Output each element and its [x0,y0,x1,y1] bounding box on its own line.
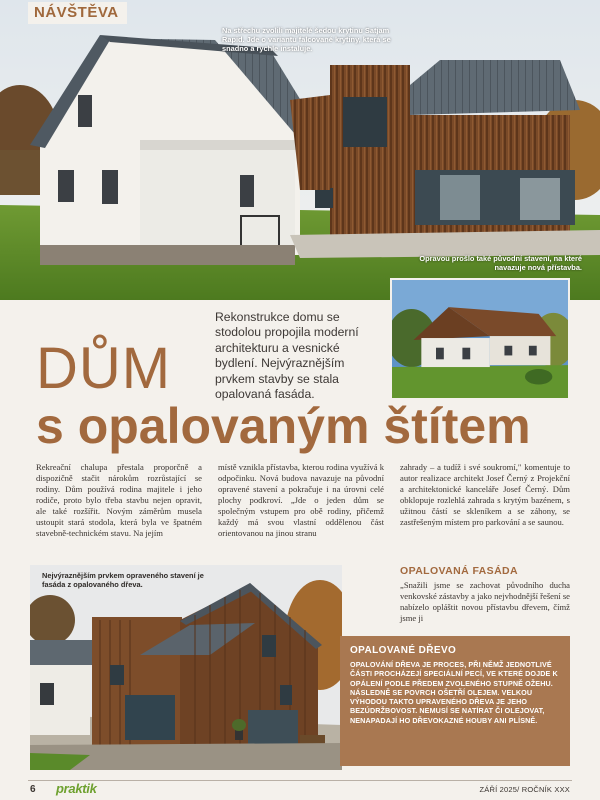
body-column-3-continued [400,580,570,624]
body-column-3 [400,462,570,528]
infobox-text: OPALOVÁNÍ DŘEVA JE PROCES, PŘI NĚMŽ JEDNOTLIVÉ ČÁSTI PROCHÁZEJÍ SPECIÁLNÍ PECÍ, VE KTERÉ DOJDE K OPÁLENÍ PODLE PŘEDEM ZVOLENÉHO STUPNĚ OŽEHU. NÁSLEDNĚ SE POVRCH OŠETŘÍ OLEJEM. VELKOU VÝHODOU TAKTO UPRAVENÉHO DŘEVA JE JEHO BEZÚDRŽBOVOST. NEMUSÍ SE NATÍRAT ČI OLEJOVAT, NENAPADAJÍ HO DŘEVOKAZNÉ HOUBY ANI PLÍSNĚ. [350,660,558,725]
body-paragraph-1: Rekreační chalupa přestala proporčně a dispozičně stačit nárokům rozrůstající se rodiny. Dům používá rodina majitele i jeho rodiče, proto bylo třeba stavbu nejen opravit, ale také rozšířit. Novým záměrům musela ustoupit stará stodola, která byla ve špatném stavebně-technickém stavu. Na jejím [36,462,202,538]
facade-subheading: OPALOVANÁ FASÁDA [400,565,519,577]
body-paragraph-3: zahrady – a tudíž i své soukromí," komentuje to autor realizace architekt Josef Černý z Projekční a architektonické kanceláře Josef Černý. Dům obklopuje rozlehlá zahrada s krytým bazénem, s užitnou částí se skleníkem a se záhony, se zastřešeným místem pro parkování a se saunou. [400,462,570,527]
charred-wood-infobox [340,636,570,766]
intro-text: Rekonstrukce domu se stodolou propojila moderní architekturu a vesnické bydlení. Nejvýraznějším prvkem stavby se stala opalovaná fasáda. [215,310,359,402]
headline-line-1: DŮM [36,336,172,401]
original-building-caption: Opravou prošlo také původní stavení, na které navazuje nová přístavba. [419,254,582,272]
original-building-photo [390,278,570,400]
body-column-1 [36,462,202,539]
intro-panel [205,300,390,410]
infobox-title: OPALOVANÉ DŘEVO [350,645,457,656]
body-column-2 [218,462,384,539]
footer-divider [28,780,572,781]
body-paragraph-4: „Snažili jsme se zachovat původního ducha venkovské zástavby a jako nejvhodnější řešení se nabízelo opláštit novou přístavbu dřevem, čímž jsme ji [400,580,570,623]
issue-info: ZÁŘÍ 2025/ ROČNÍK XXX [479,785,570,794]
body-paragraph-2: místě vznikla přístavba, kterou rodina využívá k odpočinku. Nová budova navazuje na původní opravené stavení a pokračuje i na úrovni celé plochy podkroví. „Jde o jeden dům se společným vstupem pro obě rodiny, přičemž každý má svou vlastní oddělenou část orientovanou na jinou stranu [218,462,384,538]
roof-caption: Na střechu zvolili majitelé šedou krytinu Satjam Rapid. Jde o variantu falcované krytiny, která se snadno a rychle instaluje. [222,26,391,53]
section-label: NÁVŠTĚVA [28,2,127,24]
headline-line-2: s opalovaným štítem [36,398,531,454]
page-number: 6 [30,784,36,795]
facade-photo [30,565,342,770]
facade-caption: Nejvýraznějším prvkem opraveného stavení je fasáda z opalovaného dřeva. [42,571,204,589]
magazine-logo: praktik [56,781,97,796]
